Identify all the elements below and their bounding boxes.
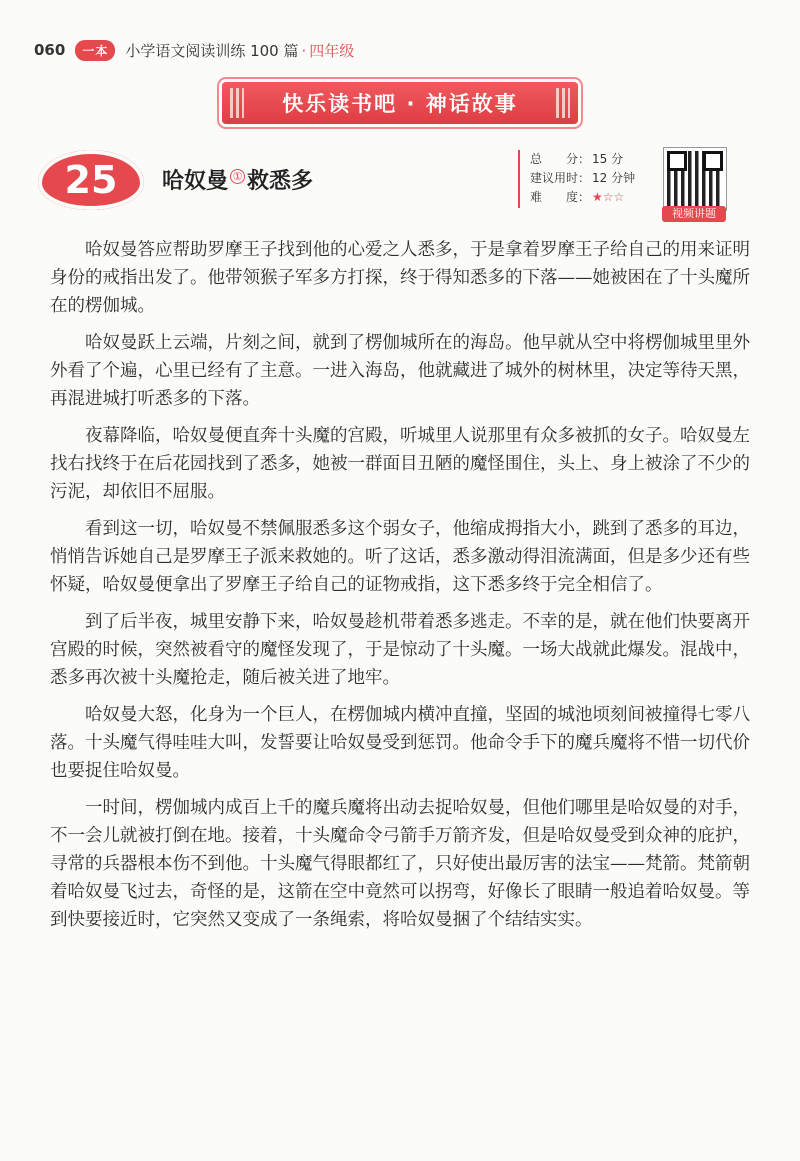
lesson-number: 25 — [64, 158, 118, 202]
info-difficulty — [530, 188, 664, 207]
qr-code-icon[interactable] — [664, 148, 726, 210]
paragraph: 一时间，楞伽城内成百上千的魔兵魔将出动去捉哈奴曼，但他们哪里是哈奴曼的对手，不一会儿就被打倒在地。接着，十头魔命令弓箭手万箭齐发，但是哈奴曼受到众神的庇护，寻常的兵器根本伤不到他。十头魔气得眼都红了，只好使出最厉害的法宝——梵箭。梵箭朝着哈奴曼飞过去，奇怪的是，这箭在空中竟然可以拐弯，好像长了眼睛一般追着哈奴曼。等到快要接近时，它突然又变成了一条绳索，将哈奴曼捆了个结结实实。 — [50, 798, 750, 930]
difficulty-stars: ★☆☆ — [592, 190, 625, 204]
banner-title: 快乐读书吧 · 神话故事 — [282, 92, 518, 116]
article-body — [50, 236, 750, 943]
time-label: 建议用时： — [530, 171, 591, 185]
footnote-marker[interactable]: ① — [230, 169, 245, 184]
lesson-title — [162, 164, 313, 195]
book-title — [125, 40, 354, 61]
lesson-title-part1: 哈奴曼 — [162, 169, 229, 194]
info-suggested-time — [530, 169, 664, 188]
total-label: 总 分： — [530, 152, 591, 166]
total-value: 15 分 — [592, 152, 624, 166]
banner-stripes-right — [556, 88, 570, 118]
paragraph: 夜幕降临，哈奴曼便直奔十头魔的宫殿，听城里人说那里有众多被抓的女子。哈奴曼左找右找终于在后花园找到了悉多，她被一群面目丑陋的魔怪围住，头上、身上被涂了不少的污泥，却依旧不屈服。 — [50, 426, 750, 502]
lesson-title-part2: 救悉多 — [247, 169, 314, 194]
page-header — [34, 38, 354, 62]
series-logo: 一本 — [75, 40, 115, 61]
section-banner — [222, 82, 578, 124]
page-number: 060 — [34, 41, 66, 59]
grade-label: 四年级 — [309, 41, 355, 60]
book-title-text: 小学语文阅读训练 100 篇 — [125, 41, 299, 60]
difficulty-label: 难 度： — [530, 190, 591, 204]
paragraph: 哈奴曼答应帮助罗摩王子找到他的心爱之人悉多，于是拿着罗摩王子给自己的用来证明身份的戒指出发了。他带领猴子军多方打探，终于得知悉多的下落——她被困在了十头魔所在的楞伽城。 — [50, 240, 750, 316]
paragraph: 哈奴曼大怒，化身为一个巨人，在楞伽城内横冲直撞，坚固的城池顷刻间被撞得七零八落。十头魔气得哇哇大叫，发誓要让哈奴曼受到惩罚。他命令手下的魔兵魔将不惜一切代价也要捉住哈奴曼。 — [50, 705, 750, 781]
exercise-info — [518, 150, 664, 208]
video-explanation-label[interactable]: 视频讲题 — [662, 206, 726, 222]
lesson-number-badge — [38, 150, 144, 210]
paragraph: 看到这一切，哈奴曼不禁佩服悉多这个弱女子，他缩成拇指大小，跳到了悉多的耳边，悄悄告诉她自己是罗摩王子派来救她的。听了这话，悉多激动得泪流满面，但是多少还有些怀疑，哈奴曼便拿出了罗摩王子给自己的证物戒指，这下悉多终于完全相信了。 — [50, 519, 750, 595]
paragraph: 到了后半夜，城里安静下来，哈奴曼趁机带着悉多逃走。不幸的是，就在他们快要离开宫殿的时候，突然被看守的魔怪发现了，于是惊动了十头魔。一场大战就此爆发。混战中，悉多再次被十头魔抢走，随后被关进了地牢。 — [50, 612, 750, 688]
time-value: 12 分钟 — [592, 171, 636, 185]
info-total-score — [530, 150, 664, 169]
banner-stripes-left — [230, 88, 244, 118]
paragraph: 哈奴曼跃上云端，片刻之间，就到了楞伽城所在的海岛。他早就从空中将楞伽城里里外外看了个遍，心里已经有了主意。一进入海岛，他就藏进了城外的树林里，决定等待天黑，再混进城打听悉多的下落。 — [50, 333, 750, 409]
title-separator: · — [301, 41, 307, 60]
